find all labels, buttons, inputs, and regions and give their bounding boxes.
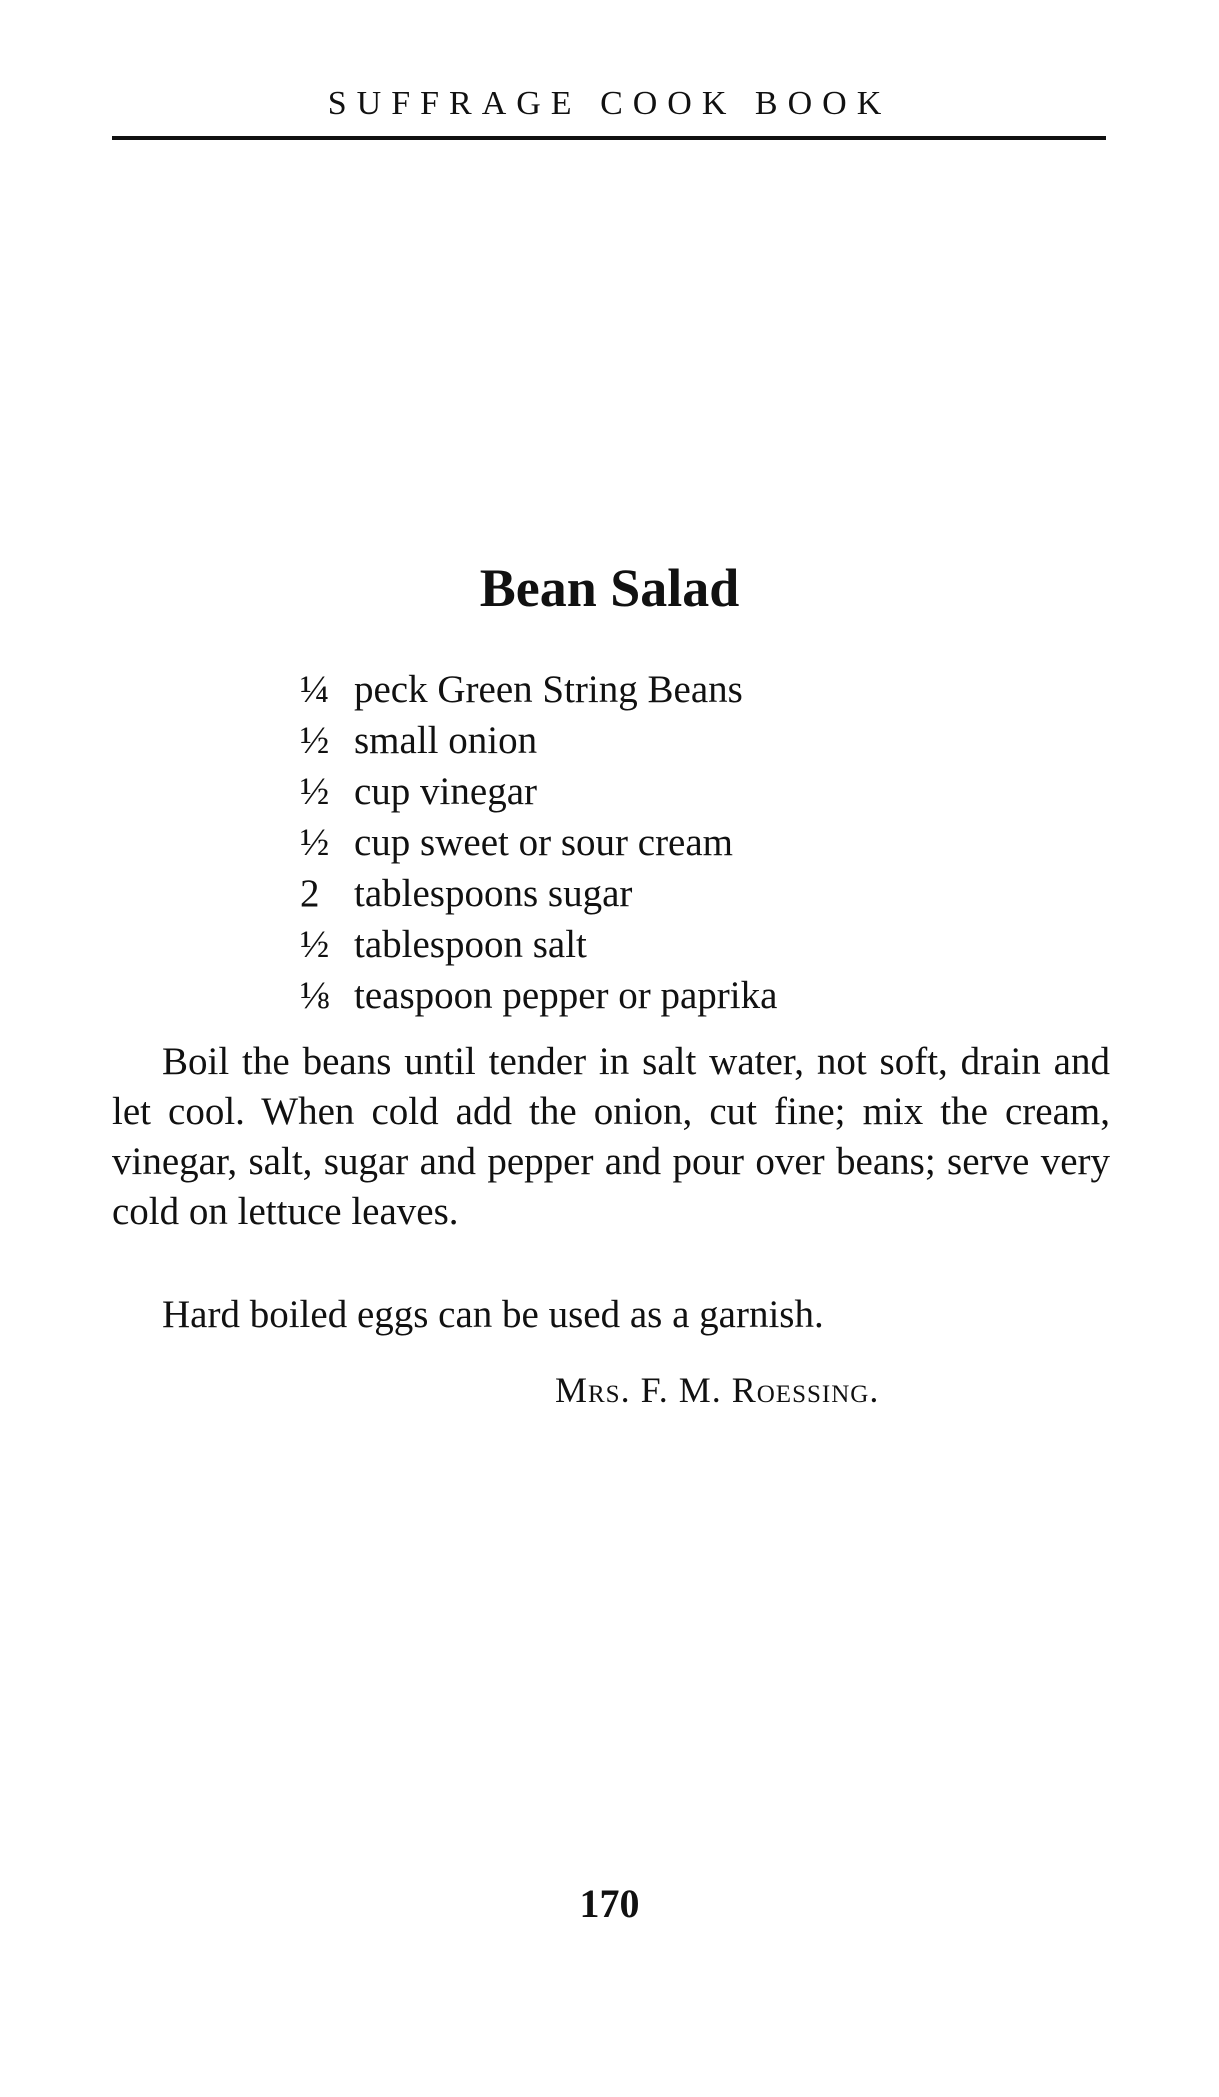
ingredient-quantity: ½	[300, 821, 330, 864]
garnish-note: Hard boiled eggs can be used as a garnish.	[162, 1293, 824, 1336]
recipe-title: Bean Salad	[479, 558, 740, 618]
ingredient-quantity: 2	[300, 872, 320, 915]
ingredient-name: tablespoon salt	[354, 923, 587, 966]
ingredient-name: peck Green String Beans	[354, 668, 743, 711]
ingredient-item	[300, 766, 777, 817]
ingredient-quantity: ½	[300, 719, 330, 762]
ingredient-item	[300, 664, 777, 715]
ingredient-item	[300, 715, 777, 766]
ingredient-name: teaspoon pepper or paprika	[354, 974, 778, 1017]
page-number: 170	[579, 1881, 640, 1926]
ingredient-name: cup sweet or sour cream	[354, 821, 734, 864]
running-head: SUFFRAGE COOK BOOK	[327, 85, 892, 122]
ingredient-list	[300, 664, 777, 1021]
ingredient-item	[300, 868, 777, 919]
recipe-directions: Boil the beans until tender in salt water, not soft, drain and let cool. When cold add the onion, cut fine; mix the cream, vinegar, salt, sugar and pepper and pour over beans; serve very cold on lettuce leaves.	[112, 1040, 1110, 1233]
ingredient-item	[300, 970, 777, 1021]
header-rule	[112, 136, 1106, 140]
ingredient-quantity: ½	[300, 923, 330, 966]
recipe-attribution: Mrs. F. M. Roessing.	[555, 1370, 880, 1410]
ingredient-name: tablespoons sugar	[354, 872, 633, 915]
ingredient-name: cup vinegar	[354, 770, 538, 813]
ingredient-name: small onion	[354, 719, 538, 762]
ingredient-item	[300, 817, 777, 868]
ingredient-quantity: ¼	[300, 668, 330, 711]
ingredient-quantity: ½	[300, 770, 330, 813]
ingredient-item	[300, 919, 777, 970]
ingredient-quantity: ⅛	[300, 974, 330, 1017]
